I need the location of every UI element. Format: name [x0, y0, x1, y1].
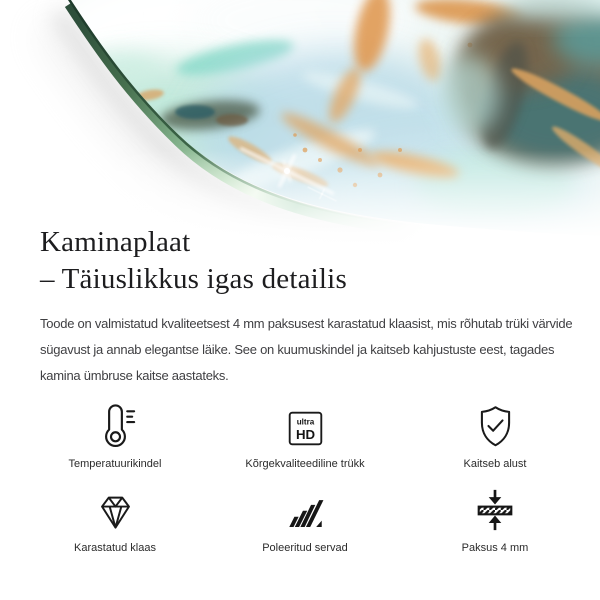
feature-polished-edges [210, 483, 400, 555]
feature-temperature [20, 399, 210, 471]
page-title-line1: Kaminaplaat [40, 226, 191, 258]
feature-print-quality [210, 399, 400, 471]
feature-label: Kõrgekvaliteediline trükk [245, 458, 365, 470]
ultra-hd-icon [285, 399, 326, 449]
description-line: Toode on valmistatud kvaliteetsest 4 mm paksusest karastatud klaasist, mis rõhutab trüki värvide [40, 316, 573, 331]
feature-label: Karastatud klaas [74, 542, 156, 554]
feature-label: Temperatuurikindel [68, 458, 162, 470]
feature-label: Poleeritud servad [262, 542, 348, 554]
feature-tempered-glass [20, 483, 210, 555]
diamond-icon [94, 483, 137, 533]
page-title-line2: – Täiuslikkus igas detailis [40, 263, 347, 295]
feature-thickness [400, 483, 590, 555]
feature-protects-base [400, 399, 590, 471]
svg-text:HD: HD [295, 426, 315, 442]
feature-grid [0, 399, 600, 555]
thickness-4mm-icon [472, 483, 518, 533]
thermometer-icon [92, 399, 139, 449]
product-description [40, 311, 572, 389]
svg-text:ultra: ultra [296, 417, 314, 427]
shield-check-icon [473, 399, 518, 449]
feature-label: Paksus 4 mm [461, 542, 529, 554]
feature-label: Kaitseb alust [463, 458, 527, 470]
description-line: kamina ümbruse kaitse aastateks. [40, 368, 229, 383]
polished-edges-icon [285, 483, 326, 533]
page-title [40, 224, 347, 298]
description-line: sügavust ja annab elegantse läike. See on kuumuskindel ja kaitseb kahjustuste eest, tagades [40, 342, 555, 357]
